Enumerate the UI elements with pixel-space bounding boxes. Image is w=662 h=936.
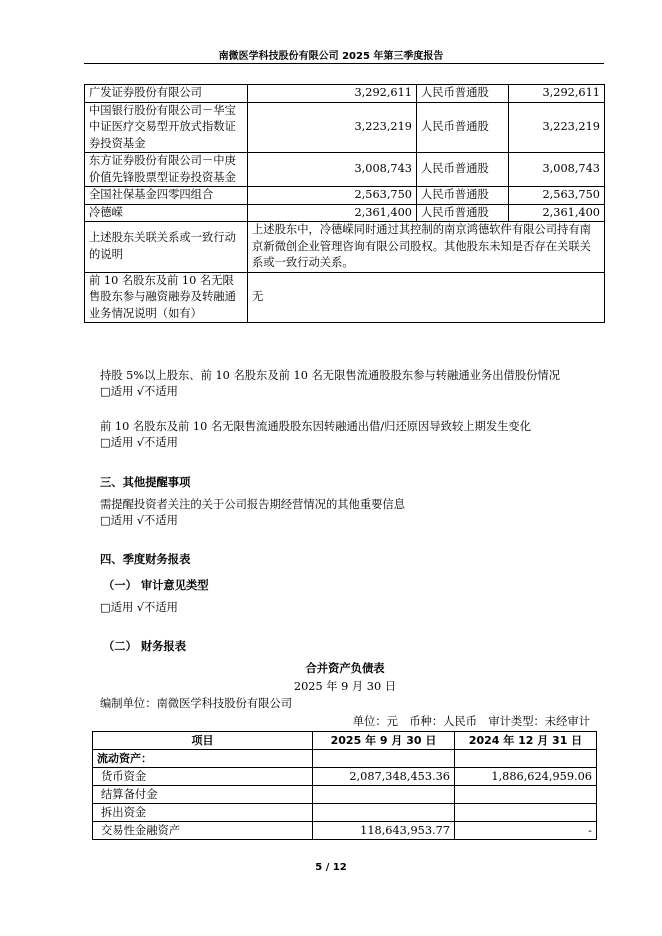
table-row [85, 272, 605, 323]
table-row [85, 85, 605, 103]
column-header-prior: 2024 年 12 月 31 日 [455, 732, 597, 750]
prior-value [455, 804, 597, 822]
share-type: 人民币普通股 [417, 204, 509, 222]
shareholder-shares: 3,008,743 [248, 153, 417, 187]
section4-heading: 四、季度财务报表 [100, 553, 191, 566]
section4-sub1-heading: （一） 审计意见类型 [103, 579, 209, 592]
lending-section-option: □适用 √不适用 [100, 385, 178, 398]
balance-sheet-title: 合并资产负债表 [305, 662, 385, 675]
table-row [85, 204, 605, 222]
shareholder-name: 广发证券股份有限公司 [85, 85, 248, 103]
page-number: 5 / 12 [315, 862, 347, 873]
page-header-title: 南微医学科技股份有限公司 2025 年第三季度报告 [218, 51, 444, 62]
table-row [93, 768, 597, 786]
table-row [85, 187, 605, 205]
table-row [85, 222, 605, 273]
line-item: 交易性金融资产 [93, 822, 313, 840]
share-type: 人民币普通股 [417, 187, 509, 205]
shareholder-name: 东方证券股份有限公司－中庚价值先锋股票型证券投资基金 [85, 153, 248, 187]
share-count: 2,361,400 [509, 204, 605, 222]
change-section-title: 前 10 名股东及前 10 名无限售流通股股东因转融通出借/归还原因导致较上期发生变化 [100, 420, 532, 433]
section3-text: 需提醒投资者关注的关于公司报告期经营情况的其他重要信息 [100, 498, 406, 511]
share-type: 人民币普通股 [417, 153, 509, 187]
prior-value: - [455, 822, 597, 840]
shareholder-shares: 2,361,400 [248, 204, 417, 222]
table-row [93, 786, 597, 804]
section-label: 流动资产： [93, 750, 313, 768]
section4-sub1-option: □适用 √不适用 [100, 601, 178, 614]
margin-note-text: 无 [248, 272, 605, 323]
balance-sheet-units: 单位：元 币种：人民币 审计类型：未经审计 [352, 715, 590, 728]
share-count: 3,292,611 [509, 85, 605, 103]
share-type: 人民币普通股 [417, 85, 509, 103]
margin-note-label: 前 10 名股东及前 10 名无限售股东参与融资融券及转融通业务情况说明（如有） [85, 272, 248, 323]
lending-section-title: 持股 5%以上股东、前 10 名股东及前 10 名无限售流通股股东参与转融通业务出借股份情况 [100, 369, 561, 382]
column-header-current: 2025 年 9 月 30 日 [313, 732, 455, 750]
section3-option: □适用 √不适用 [100, 514, 178, 527]
balance-sheet-table [92, 731, 597, 840]
table-row [93, 804, 597, 822]
current-value [313, 786, 455, 804]
empty-cell [313, 750, 455, 768]
balance-sheet-date: 2025 年 9 月 30 日 [293, 680, 397, 693]
share-count: 2,563,750 [509, 187, 605, 205]
shareholder-name: 全国社保基金四零四组合 [85, 187, 248, 205]
current-value [313, 804, 455, 822]
shareholder-table [84, 84, 605, 323]
current-value: 2,087,348,453.36 [313, 768, 455, 786]
share-count: 3,223,219 [509, 102, 605, 153]
header-rule [84, 63, 604, 64]
table-row [85, 102, 605, 153]
shareholder-name: 冷德嵘 [85, 204, 248, 222]
shareholder-shares: 3,223,219 [248, 102, 417, 153]
section4-sub2-heading: （二） 财务报表 [103, 640, 187, 653]
line-item: 结算备付金 [93, 786, 313, 804]
shareholder-shares: 2,563,750 [248, 187, 417, 205]
share-type: 人民币普通股 [417, 102, 509, 153]
table-header-row [93, 732, 597, 750]
line-item: 拆出资金 [93, 804, 313, 822]
balance-sheet-company: 编制单位：南微医学科技股份有限公司 [100, 697, 293, 710]
section3-heading: 三、其他提醒事项 [100, 476, 191, 489]
empty-cell [455, 750, 597, 768]
prior-value: 1,886,624,959.06 [455, 768, 597, 786]
shareholder-shares: 3,292,611 [248, 85, 417, 103]
share-count: 3,008,743 [509, 153, 605, 187]
table-row [93, 822, 597, 840]
column-header-item: 项目 [93, 732, 313, 750]
change-section-option: □适用 √不适用 [100, 436, 178, 449]
related-note-text: 上述股东中，冷德嵘同时通过其控制的南京鸿德软件有限公司持有南京新微创企业管理咨询有限公司股权。其他股东未知是否存在关联关系或一致行动关系。 [248, 222, 605, 273]
table-row [93, 750, 597, 768]
line-item: 货币资金 [93, 768, 313, 786]
shareholder-name: 中国银行股份有限公司－华宝中证医疗交易型开放式指数证券投资基金 [85, 102, 248, 153]
table-row [85, 153, 605, 187]
related-note-label: 上述股东关联关系或一致行动的说明 [85, 222, 248, 273]
current-value: 118,643,953.77 [313, 822, 455, 840]
prior-value [455, 786, 597, 804]
